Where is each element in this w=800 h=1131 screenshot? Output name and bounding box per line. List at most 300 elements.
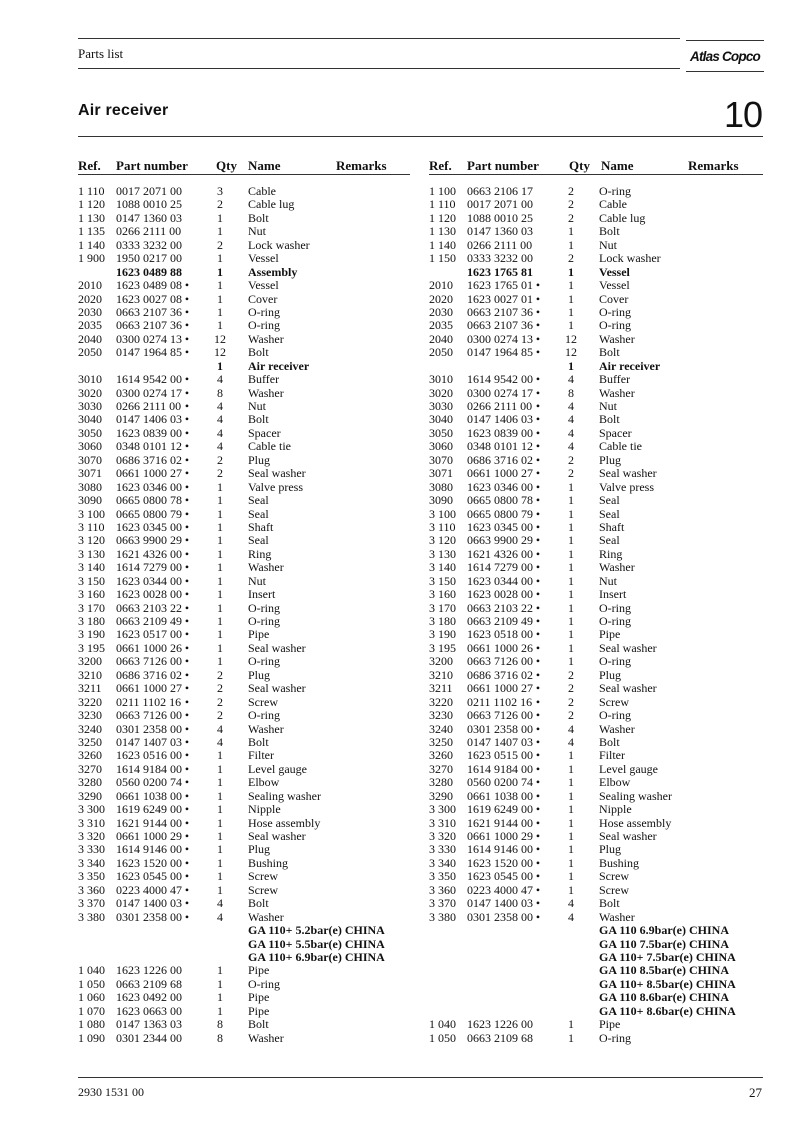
parts-row [429,588,763,601]
part-number-cell: 1614 7279 00 [116,560,182,575]
name-cell: Vessel [248,278,279,293]
qty-cell: 1 [217,506,223,521]
ref-cell: 1 040 [429,1017,456,1032]
parts-row [429,1032,763,1045]
ref-cell: 3 360 [78,882,105,897]
parts-row [429,615,763,628]
ref-cell: 3270 [78,761,102,776]
name-cell: Washer [248,331,284,346]
qty-cell: 1 [217,640,223,655]
part-number-cell: 0147 1360 03 [116,210,182,225]
parts-row [78,252,410,265]
qty-cell: 4 [568,721,574,736]
part-number-cell: 1623 0344 00 [116,573,182,588]
ref-cell: 3070 [78,452,102,467]
qty-cell: 1 [568,587,574,602]
parts-row [429,360,763,373]
spare-marker: • [535,304,541,319]
ref-cell: 2040 [429,331,453,346]
qty-cell: 4 [217,896,223,911]
part-number-cell: 0266 2111 00 [116,224,182,239]
spare-marker: • [535,721,541,736]
qty-cell: 4 [568,372,574,387]
part-number-cell: 1614 9184 00 [467,761,533,776]
name-cell: Buffer [248,372,280,387]
part-number-cell: 0665 0800 79 [116,506,182,521]
part-number-cell: 0147 1400 03 [467,896,533,911]
ref-cell: 3 380 [78,909,105,924]
spare-marker: • [535,466,541,481]
part-number-cell: 1623 0515 00 [467,748,533,763]
ref-cell: 2035 [429,318,453,333]
name-cell: Elbow [599,775,631,790]
ref-cell: 3071 [429,466,453,481]
spare-marker: • [184,681,190,696]
parts-row [78,508,410,521]
qty-cell: 8 [217,1017,223,1032]
ref-cell: 3 350 [78,869,105,884]
parts-row [429,642,763,655]
parts-row [429,790,763,803]
part-number-cell: 0661 1000 26 [467,640,533,655]
name-cell: Seal [599,533,620,548]
spare-marker: • [184,896,190,911]
spare-marker: • [184,694,190,709]
name-cell: Level gauge [599,761,658,776]
name-cell: Bolt [599,345,620,360]
ref-cell: 3240 [429,721,453,736]
name-cell: Hose assembly [599,815,672,830]
qty-cell: 1 [217,802,223,817]
spare-marker: • [184,734,190,749]
parts-row [78,561,410,574]
name-cell: Washer [599,331,635,346]
ref-cell: 3 195 [429,640,456,655]
name-cell: Washer [248,909,284,924]
qty-cell: 2 [217,466,223,481]
qty-cell: 1 [568,815,574,830]
parts-row [429,467,763,480]
parts-row [429,212,763,225]
part-number-cell: 1623 0545 00 [116,869,182,884]
ref-cell: 3 150 [429,573,456,588]
ref-cell: 1 060 [78,990,105,1005]
ref-cell: 1 130 [78,210,105,225]
parts-row [78,723,410,736]
part-number-cell: 0223 4000 47 [467,882,533,897]
name-cell: Filter [248,748,274,763]
parts-row [429,387,763,400]
ref-cell: 3200 [78,654,102,669]
col-remarks: Remarks [688,158,739,173]
parts-row [429,279,763,292]
qty-cell: 2 [568,197,574,212]
ref-cell: 3 340 [429,855,456,870]
qty-cell: 2 [568,694,574,709]
parts-row [429,575,763,588]
part-number-cell: 0301 2358 00 [116,909,182,924]
spare-marker: • [184,708,190,723]
ref-cell: 1 120 [78,197,105,212]
parts-row [429,857,763,870]
part-number-cell: 0147 1964 85 [116,345,182,360]
part-number-cell: 0147 1406 03 [467,412,533,427]
ref-cell: 3211 [78,681,102,696]
ref-cell: 3010 [78,372,102,387]
parts-row [78,400,410,413]
spare-marker: • [535,694,541,709]
parts-row [78,521,410,534]
parts-row [78,817,410,830]
name-cell: Hose assembly [248,815,321,830]
header-rule-top [78,38,680,39]
spare-marker: • [184,748,190,763]
qty-cell: 1 [568,627,574,642]
qty-cell: 1 [217,291,223,306]
parts-row [429,991,763,1004]
part-number-cell: 0661 1000 26 [116,640,182,655]
name-cell: Bolt [248,345,269,360]
ref-cell: 1 135 [78,224,105,239]
col-ref: Ref. [78,158,101,173]
qty-cell: 1 [217,869,223,884]
name-cell: Filter [599,748,625,763]
qty-cell: 4 [568,909,574,924]
parts-row [78,830,410,843]
name-cell: Bolt [248,896,269,911]
name-cell: O-ring [599,304,631,319]
part-number-cell: 1950 0217 00 [116,251,182,266]
name-cell: Insert [248,587,276,602]
parts-row [429,1018,763,1031]
spare-marker: • [535,775,541,790]
ref-cell: 3 170 [78,600,105,615]
parts-row [78,548,410,561]
parts-row [78,669,410,682]
spare-marker: • [184,721,190,736]
spare-marker: • [184,614,190,628]
ref-cell: 3 350 [429,869,456,884]
parts-row [78,319,410,332]
parts-row [429,602,763,615]
parts-row [429,669,763,682]
qty-cell: 1 [217,614,223,628]
name-cell: Pipe [248,627,270,642]
spare-marker: • [184,466,190,481]
parts-row [429,709,763,722]
name-cell: Washer [599,385,635,400]
part-number-cell: 0147 1363 03 [116,1017,182,1032]
part-number-cell: 0661 1000 27 [116,681,182,696]
qty-cell: 8 [217,385,223,400]
spare-marker: • [535,802,541,817]
ref-cell: 1 110 [429,197,456,212]
parts-row [78,884,410,897]
name-cell: Vessel [248,251,279,266]
parts-row [78,373,410,386]
qty-cell: 1 [217,251,223,266]
spare-marker: • [184,775,190,790]
parts-row [429,548,763,561]
name-cell: Sealing washer [248,788,321,803]
name-cell: Vessel [599,264,630,279]
spare-marker: • [184,372,190,387]
ref-cell: 2050 [78,345,102,360]
parts-row [78,628,410,641]
name-cell: Pipe [599,627,621,642]
part-number-cell: 0663 2109 49 [467,614,533,628]
name-cell: Bolt [248,412,269,427]
qty-cell: 1 [568,291,574,306]
qty-cell: 1 [568,237,574,252]
ref-cell: 1 140 [78,237,105,252]
part-number-cell: 0300 0274 13 [116,331,182,346]
name-cell: Washer [599,721,635,736]
part-number-cell: 0300 0274 17 [116,385,182,400]
ref-cell: 1 120 [429,210,456,225]
part-number-cell: 0300 0274 17 [467,385,533,400]
qty-cell: 2 [568,184,574,198]
name-cell: Cable tie [599,439,642,454]
ref-cell: 3 300 [78,802,105,817]
ref-cell: 3040 [78,412,102,427]
part-number-cell: 1623 0346 00 [467,479,533,494]
part-number-cell: 0147 1407 03 [467,734,533,749]
parts-row [429,481,763,494]
name-cell: O-ring [248,318,280,333]
name-cell: GA 110+ 5.2bar(e) CHINA [248,923,385,938]
part-number-cell: 1619 6249 00 [116,802,182,817]
part-number-cell: 0686 3716 02 [467,667,533,682]
name-cell: O-ring [599,600,631,615]
qty-cell: 4 [217,372,223,387]
parts-row [429,830,763,843]
parts-row [78,938,410,951]
qty-cell: 2 [217,681,223,696]
part-number-cell: 0663 9900 29 [116,533,182,548]
parts-row [429,884,763,897]
part-number-cell: 0661 1000 27 [467,681,533,696]
parts-row [429,225,763,238]
parts-row [78,467,410,480]
ref-cell: 3280 [78,775,102,790]
ref-cell: 3071 [78,466,102,481]
parts-row [78,749,410,762]
spare-marker: • [184,519,190,534]
name-cell: Valve press [248,479,303,494]
name-cell: Shaft [599,519,625,534]
part-number-cell: 0147 1407 03 [116,734,182,749]
ref-cell: 2040 [78,331,102,346]
name-cell: Cable tie [248,439,291,454]
parts-row [78,185,410,198]
part-number-cell: 1623 0346 00 [116,479,182,494]
brand-logo-text: Atlas Copco [690,48,760,64]
parts-row [429,736,763,749]
parts-row [429,413,763,426]
part-number-cell: 0661 1000 29 [467,829,533,843]
parts-row [429,911,763,924]
spare-marker: • [184,533,190,548]
spare-marker: • [535,519,541,534]
ref-cell: 3 380 [429,909,456,924]
ref-cell: 3 110 [78,519,105,534]
qty-cell: 1 [568,1017,574,1032]
part-number-cell: 0686 3716 02 [116,667,182,682]
parts-row [429,776,763,789]
name-cell: GA 110+ 7.5bar(e) CHINA [599,949,736,964]
spare-marker: • [535,640,541,655]
part-number-cell: 0147 1964 85 [467,345,533,360]
section-number: 10 [723,94,762,135]
qty-cell: 2 [217,694,223,709]
name-cell: Washer [248,385,284,400]
ref-cell: 3020 [429,385,453,400]
part-number-cell: 0661 1038 00 [467,788,533,803]
qty-cell: 1 [217,976,223,991]
part-number-cell: 1623 0489 08 [116,278,182,293]
spare-marker: • [184,654,190,669]
parts-row [78,790,410,803]
parts-row [78,870,410,883]
part-number-cell: 0663 7126 00 [467,708,533,723]
col-name: Name [601,158,634,173]
spare-marker: • [184,345,190,360]
ref-cell: 3 170 [429,600,456,615]
qty-cell: 4 [217,425,223,440]
parts-row [78,306,410,319]
spare-marker: • [184,318,190,333]
part-number-cell: 0266 2111 00 [467,237,533,252]
spare-marker: • [184,425,190,440]
qty-cell: 1 [568,614,574,628]
name-cell: Lock washer [248,237,310,252]
name-cell: Screw [248,694,278,709]
parts-row [78,588,410,601]
spare-marker: • [535,385,541,400]
qty-cell: 1 [217,829,223,843]
parts-row [78,198,410,211]
name-cell: Washer [248,721,284,736]
parts-table-right [429,185,763,1045]
name-cell: Bolt [599,734,620,749]
qty-cell: 1 [568,775,574,790]
ref-cell: 3080 [78,479,102,494]
spare-marker: • [535,882,541,897]
spare-marker: • [535,425,541,440]
name-cell: Nipple [599,802,632,817]
qty-cell: 1 [568,493,574,508]
qty-cell: 12 [565,331,577,346]
ref-cell: 3010 [429,372,453,387]
spare-marker: • [184,452,190,467]
spare-marker: • [535,627,541,642]
part-number-cell: 1623 1765 01 [467,278,533,293]
ref-cell: 1 140 [429,237,456,252]
part-number-cell: 0211 1102 16 [116,694,182,709]
parts-row [429,252,763,265]
parts-row [78,333,410,346]
qty-cell: 1 [217,815,223,830]
parts-row [429,454,763,467]
ref-cell: 2010 [78,278,102,293]
name-cell: Air receiver [248,358,310,373]
parts-row [429,534,763,547]
name-cell: Shaft [248,519,274,534]
parts-row [78,360,410,373]
part-number-cell: 0663 7126 00 [116,708,182,723]
name-cell: Seal [248,533,269,548]
name-cell: O-ring [248,976,280,991]
spare-marker: • [535,399,541,413]
parts-row [78,494,410,507]
part-number-cell: 1623 1226 00 [116,963,182,978]
part-number-cell: 0686 3716 02 [116,452,182,467]
ref-cell: 3260 [429,748,453,763]
name-cell: Screw [599,869,629,884]
ref-cell: 2030 [429,304,453,319]
qty-cell: 1 [217,264,223,279]
name-cell: O-ring [599,1030,631,1045]
spare-marker: • [184,761,190,776]
part-number-cell: 0147 1360 03 [467,224,533,239]
part-number-cell: 0665 0800 79 [467,506,533,521]
part-number-cell: 0017 2071 00 [467,197,533,212]
part-number-cell: 0301 2344 00 [116,1030,182,1045]
name-cell: Bushing [248,855,289,870]
part-number-cell: 0300 0274 13 [467,331,533,346]
parts-row [429,494,763,507]
name-cell: O-ring [248,304,280,319]
qty-cell: 1 [568,829,574,843]
parts-row [429,306,763,319]
ref-cell: 3040 [429,412,453,427]
name-cell: Vessel [599,278,630,293]
parts-row [78,682,410,695]
name-cell: O-ring [599,184,631,198]
parts-row [78,225,410,238]
name-cell: Spacer [599,425,632,440]
part-number-cell: 1623 0027 08 [116,291,182,306]
parts-row [78,440,410,453]
name-cell: O-ring [599,614,631,628]
ref-cell: 1 080 [78,1017,105,1032]
parts-row [429,964,763,977]
qty-cell: 4 [217,909,223,924]
spare-marker: • [184,493,190,508]
ref-cell: 3 120 [78,533,105,548]
name-cell: O-ring [248,708,280,723]
qty-cell: 2 [568,251,574,266]
qty-cell: 1 [568,479,574,494]
spare-marker: • [535,493,541,508]
qty-cell: 1 [217,318,223,333]
part-number-cell: 1623 0516 00 [116,748,182,763]
section-rule [78,136,763,137]
qty-cell: 1 [568,506,574,521]
ref-cell: 3 360 [429,882,456,897]
name-cell: Level gauge [248,761,307,776]
parts-row [429,803,763,816]
ref-cell: 1 050 [78,976,105,991]
name-cell: Bolt [248,734,269,749]
qty-cell: 4 [217,399,223,413]
name-cell: Cable lug [248,197,295,212]
part-number-cell: 1623 0028 00 [116,587,182,602]
qty-cell: 1 [217,479,223,494]
qty-cell: 4 [568,896,574,911]
ref-cell: 3 130 [429,546,456,561]
